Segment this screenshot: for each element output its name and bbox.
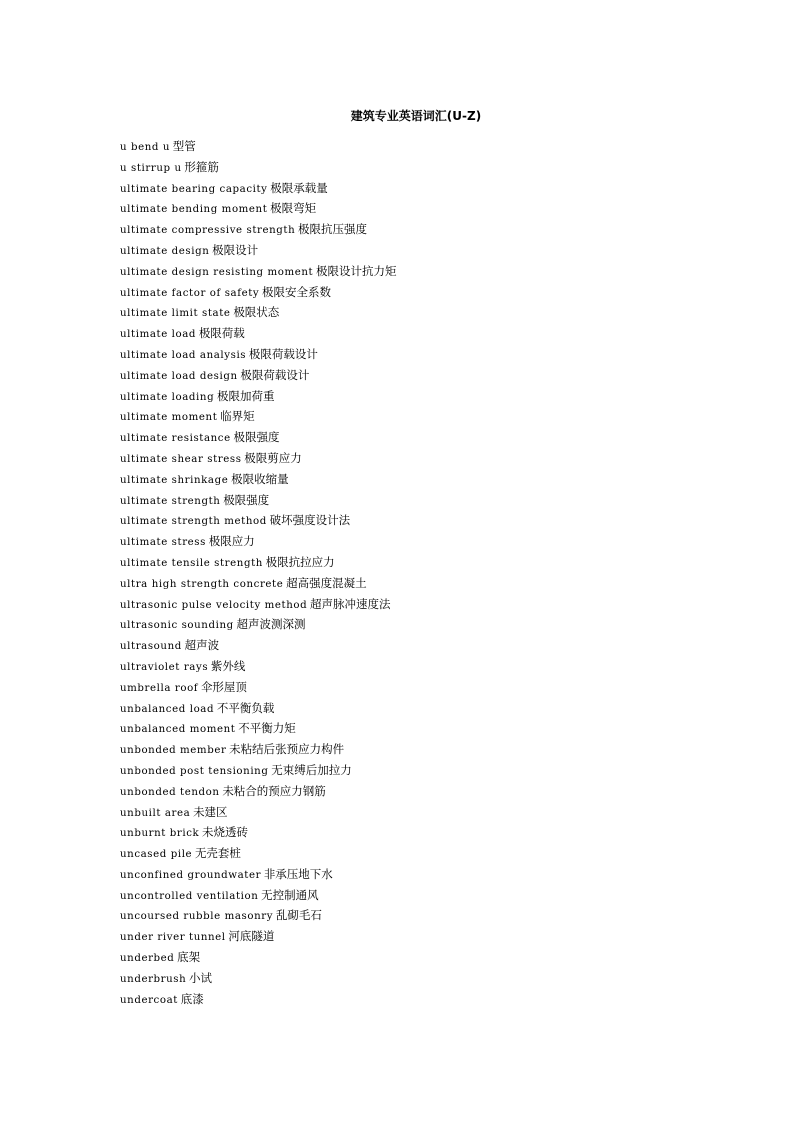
glossary-entry (120, 323, 397, 344)
glossary-entry (120, 698, 397, 719)
entry-translation: 极限加荷重 (216, 388, 275, 403)
entry-term: umbrella roof (120, 682, 199, 694)
glossary-entry (120, 219, 397, 240)
glossary-entry (120, 365, 397, 386)
entry-term: ultimate factor of safety (120, 287, 260, 299)
glossary-entry (120, 989, 397, 1010)
glossary-entry (120, 718, 397, 739)
entry-term: ultimate moment (120, 412, 218, 424)
entry-translation: 极限荷载设计 (248, 346, 318, 361)
entry-term: ultimate bearing capacity (120, 183, 268, 195)
glossary-entry (120, 302, 397, 323)
entry-term: ultraviolet rays (120, 661, 209, 673)
glossary-entry (120, 490, 397, 511)
glossary-list (120, 136, 397, 1009)
entry-term: u stirrup u (120, 162, 182, 174)
entry-term: under river tunnel (120, 932, 226, 944)
glossary-entry (120, 510, 397, 531)
entry-translation: 无控制通风 (261, 887, 319, 902)
glossary-entry (120, 614, 397, 635)
entry-term: ultra high strength concrete (120, 578, 284, 590)
glossary-entry (120, 677, 397, 698)
entry-term: ultimate compressive strength (120, 225, 296, 237)
glossary-entry (120, 552, 397, 573)
entry-translation: 无壳套桩 (194, 846, 241, 861)
entry-translation: 极限剪应力 (244, 450, 302, 465)
entry-term: ultimate shrinkage (120, 474, 229, 486)
glossary-entry (120, 427, 397, 448)
entry-translation: 极限抗压强度 (298, 222, 368, 237)
glossary-entry (120, 905, 397, 926)
glossary-entry (120, 926, 397, 947)
entry-term: ultimate tensile strength (120, 557, 263, 569)
entry-term: unbuilt area (120, 807, 191, 819)
entry-term: ultrasonic sounding (120, 620, 234, 632)
entry-translation: 未粘合的预应力钢筋 (222, 783, 326, 798)
entry-translation: 不平衡力矩 (238, 721, 296, 736)
entry-translation: 未粘结后张预应力构件 (229, 742, 345, 757)
glossary-entry (120, 594, 397, 615)
entry-term: u bend u (120, 142, 171, 153)
entry-translation: 超高强度混凝土 (286, 575, 367, 590)
entry-term: unbalanced load (120, 703, 215, 715)
entry-translation: 底漆 (180, 991, 204, 1006)
entry-translation: 未建区 (193, 804, 228, 819)
glossary-entry (120, 531, 397, 552)
entry-translation: 极限荷载设计 (240, 367, 310, 382)
entry-translation: 极限抗拉应力 (265, 554, 335, 569)
entry-term: ultimate bending moment (120, 204, 268, 216)
glossary-entry (120, 261, 397, 282)
glossary-entry (120, 947, 397, 968)
entry-translation: 超声脉冲速度法 (310, 596, 391, 611)
entry-translation: 极限设计 (212, 242, 259, 257)
entry-term: undercoat (120, 994, 178, 1006)
entry-translation: 极限弯矩 (270, 201, 317, 216)
glossary-entry (120, 157, 397, 178)
entry-translation: 不平衡负载 (216, 700, 275, 715)
entry-term: unbonded post tensioning (120, 765, 269, 777)
entry-translation: 伞形屋顶 (200, 679, 247, 694)
glossary-entry (120, 635, 397, 656)
entry-term: unburnt brick (120, 828, 200, 840)
entry-translation: 临界矩 (220, 409, 255, 424)
entry-term: unbalanced moment (120, 724, 236, 736)
entry-translation: 极限强度 (233, 430, 280, 445)
entry-term: ultimate design (120, 245, 210, 257)
entry-translation: 超声波 (184, 638, 220, 653)
entry-term: uncontrolled ventilation (120, 890, 259, 902)
entry-term: ultimate strength method (120, 516, 267, 528)
entry-translation: 型管 (172, 139, 196, 153)
entry-translation: 极限收缩量 (231, 471, 289, 486)
entry-term: unbonded member (120, 745, 227, 757)
glossary-entry (120, 864, 397, 885)
entry-term: underbed (120, 953, 175, 965)
entry-translation: 极限状态 (233, 305, 280, 320)
glossary-entry (120, 760, 397, 781)
glossary-entry (120, 739, 397, 760)
glossary-entry (120, 469, 397, 490)
entry-term: ultimate load (120, 329, 197, 341)
entry-term: ultimate load design (120, 370, 238, 382)
entry-translation: 底架 (177, 950, 201, 965)
entry-term: ultrasonic pulse velocity method (120, 599, 308, 611)
entry-translation: 极限应力 (208, 534, 255, 549)
glossary-entry (120, 240, 397, 261)
entry-translation: 形箍筋 (184, 159, 219, 174)
glossary-entry (120, 822, 397, 843)
entry-translation: 极限设计抗力矩 (316, 263, 397, 278)
entry-translation: 无束缚后加拉力 (271, 762, 352, 777)
entry-translation: 乱砌毛石 (275, 908, 322, 923)
glossary-entry (120, 406, 397, 427)
glossary-entry (120, 136, 397, 157)
entry-translation: 极限强度 (223, 492, 270, 507)
glossary-entry (120, 843, 397, 864)
entry-translation: 河底隧道 (228, 929, 275, 944)
glossary-entry (120, 802, 397, 823)
entry-term: ultimate limit state (120, 308, 231, 320)
glossary-entry (120, 448, 397, 469)
entry-term: uncased pile (120, 849, 193, 861)
entry-translation: 未烧透砖 (202, 825, 249, 840)
entry-term: uncoursed rubble masonry (120, 911, 274, 923)
glossary-entry (120, 885, 397, 906)
glossary-entry (120, 198, 397, 219)
glossary-entry (120, 282, 397, 303)
glossary-entry (120, 386, 397, 407)
entry-term: ultimate design resisting moment (120, 266, 314, 278)
glossary-entry (120, 781, 397, 802)
entry-translation: 极限承载量 (270, 180, 328, 195)
entry-term: ultrasound (120, 641, 182, 653)
entry-term: ultimate resistance (120, 433, 231, 445)
document-title: 建筑专业英语词汇(U-Z) (350, 109, 482, 123)
entry-term: ultimate stress (120, 537, 206, 549)
glossary-entry (120, 178, 397, 199)
glossary-entry (120, 656, 397, 677)
entry-term: ultimate loading (120, 391, 215, 403)
entry-translation: 破坏强度设计法 (269, 513, 351, 528)
entry-translation: 紫外线 (210, 658, 246, 673)
entry-term: unbonded tendon (120, 786, 220, 798)
entry-translation: 小试 (189, 970, 213, 985)
entry-term: ultimate shear stress (120, 453, 242, 465)
entry-term: ultimate strength (120, 495, 221, 507)
glossary-entry (120, 344, 397, 365)
entry-translation: 极限荷载 (198, 326, 245, 341)
glossary-entry (120, 968, 397, 989)
glossary-entry (120, 573, 397, 594)
entry-term: underbrush (120, 973, 187, 985)
entry-translation: 极限安全系数 (262, 284, 331, 299)
entry-term: ultimate load analysis (120, 349, 247, 361)
entry-translation: 超声波测深测 (236, 617, 306, 632)
entry-term: unconfined groundwater (120, 869, 262, 881)
entry-translation: 非承压地下水 (263, 866, 333, 881)
